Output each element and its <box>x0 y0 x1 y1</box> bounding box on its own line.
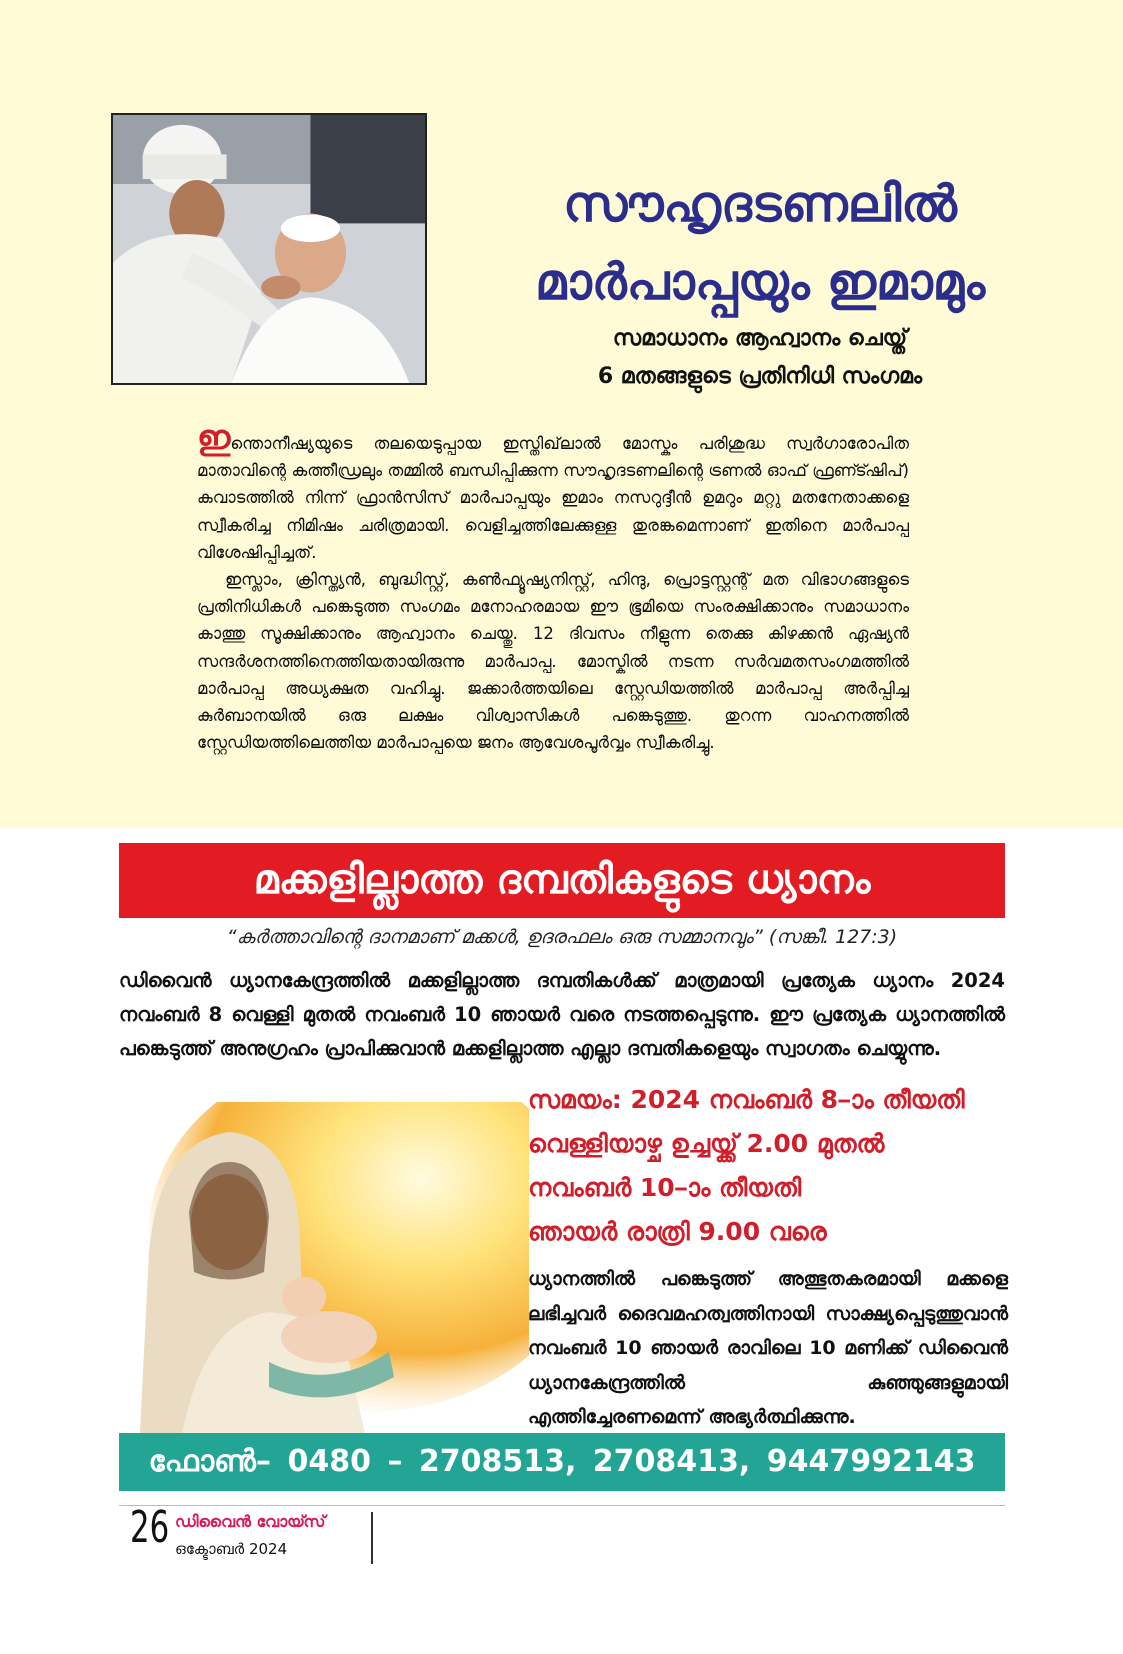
schedule-line: സമയം: 2024 നവംബർ 8–ാം തീയതി <box>528 1085 965 1114</box>
subheadline-line-1: സമാധാനം ആഹ്വാനം ചെയ്ത് <box>612 326 908 351</box>
schedule-line: ഞായർ രാത്രി 9.00 വരെ <box>528 1217 827 1246</box>
paragraph-1-text: ന്തൊനീഷ്യയുടെ തലയെടുപ്പായ ഇസ്തിഖ്‌ലാൽ മോസ്കും പരിശുദ്ധ സ്വർഗാരോപിത മാതാവിന്റെ കത്തീഡ്രലും തമ്മിൽ ബന്ധിപ്പിക്കുന്ന സൗഹൃദടണലിന്റെ ട്രണൽ ഓഫ് ഫ്രണ്ട്ഷിപ്) കവാടത്തിൽ നിന്ന് ഫ്രാൻസിസ് മാർപാപ്പയും ഇമാം നസറുദ്ദീൻ ഉമറും മറ്റു മതനേതാക്കളെ സ്വീകരിച്ച നിമിഷം ചരിത്രമായി. വെളിച്ചത്തിലേക്കുള്ള തുരങ്കമെന്നാണ് ഇതിനെ മാർപാപ്പ വിശേഷിപ്പിച്ചത്. <box>197 434 909 562</box>
article-subheadline <box>450 320 1070 396</box>
retreat-schedule <box>528 1078 1008 1254</box>
footer-rule <box>119 1505 1005 1506</box>
jesus-with-child-image <box>119 1102 529 1452</box>
magazine-name: ഡിവൈൻ വോയ്സ് <box>175 1512 326 1531</box>
testimony-note: ധ്യാനത്തിൽ പങ്കെടുത്ത് അത്ഭുതകരമായി മക്കളെ ലഭിച്ചവർ ദൈവമഹത്വത്തിനായി സാക്ഷ്യപ്പെടുത്തുവാൻ നവംബർ 10 ഞായർ രാവിലെ 10 മണിക്ക് ഡിവൈൻ ധ്യാനകേന്ദ്രത്തിൽ കുഞ്ഞുങ്ങളുമായി എത്തിച്ചേരണമെന്ന് അഭ്യർത്ഥിക്കുന്നു. <box>528 1268 1008 1428</box>
scripture-quote: “കർത്താവിന്റെ ദാനമാണ് മക്കൾ, ഉദരഫലം ഒരു സമ്മാനവും” (സങ്കീ. 127:3) <box>226 926 898 948</box>
page-number: 26 <box>130 1502 170 1553</box>
schedule-line: നവംബർ 10–ാം തീയതി <box>528 1173 802 1202</box>
drop-cap: ഇ <box>197 418 231 458</box>
issue-date: ഒക്ടോബർ 2024 <box>175 1540 288 1558</box>
retreat-intro: ഡിവൈൻ ധ്യാനകേന്ദ്രത്തിൽ മക്കളില്ലാത്ത ദമ്പതികൾക്ക് മാത്രമായി പ്രത്യേക ധ്യാനം 2024 നവംബർ 8 വെള്ളി മുതൽ നവംബർ 10 ഞായർ വരെ നടത്തപ്പെടുന്നു. ഈ പ്രത്യേക ധ്യാനത്തിൽ പങ്കെടുത്ത് അനുഗ്രഹം പ്രാപിക്കുവാൻ മക്കളില്ലാത്ത എല്ലാ ദമ്പതികളെയും സ്വാഗതം ചെയ്യുന്നു. <box>119 969 1005 1060</box>
schedule-line: വെള്ളിയാഴ്ച ഉച്ചയ്ക്ക് 2.00 മുതൽ <box>528 1129 885 1158</box>
article-paragraph-1 <box>197 418 909 566</box>
phone-contact-bar: ഫോൺ– 0480 – 2708513, 2708413, 9447992143 <box>119 1433 1005 1491</box>
article-body <box>197 418 909 756</box>
subheadline-line-2: 6 മതങ്ങളുടെ പ്രതിനിധി സംഗമം <box>597 364 923 389</box>
headline-line-2: മാർപാപ്പയും ഇമാമും <box>534 253 986 311</box>
retreat-banner: മക്കളില്ലാത്ത ദമ്പതികളുടെ ധ്യാനം <box>119 843 1005 918</box>
pope-imam-photo <box>111 113 427 385</box>
article-headline <box>450 165 1070 321</box>
footer-divider <box>371 1512 373 1564</box>
article-paragraph-2: ഇസ്ലാം, ക്രിസ്ത്യൻ, ബുദ്ധിസ്റ്റ്, കൺഫ്യൂഷ്യനിസ്റ്റ്, ഹിന്ദു, പ്രൊട്ടസ്റ്റന്റ് മത വിഭാഗങ്ങളുടെ പ്രതിനിധികൾ പങ്കെടുത്ത സംഗമം മനോഹരമായ ഈ ഭൂമിയെ സംരക്ഷിക്കാനും സമാധാനം കാത്തു സൂക്ഷിക്കാനും ആഹ്വാനം ചെയ്തു. 12 ദിവസം നീളുന്ന തെക്കു കിഴക്കൻ ഏഷ്യൻ സന്ദർശനത്തിനെത്തിയതായിരുന്നു മാർപാപ്പ. മോസ്കിൽ നടന്ന സർവമതസംഗമത്തിൽ മാർപാപ്പ അധ്യക്ഷത വഹിച്ചു. ജക്കാർത്തയിലെ സ്റ്റേഡിയത്തിൽ മാർപാപ്പ അർപ്പിച്ച കുർബാനയിൽ ഒരു ലക്ഷം വിശ്വാസികൾ പങ്കെടുത്തു. തുറന്ന വാഹനത്തിൽ സ്റ്റേഡിയത്തിലെത്തിയ മാർപാപ്പയെ ജനം ആവേശപൂർവ്വം സ്വീകരിച്ചു. <box>197 570 909 753</box>
headline-line-1: സൗഹൃദടണലിൽ <box>563 175 957 233</box>
